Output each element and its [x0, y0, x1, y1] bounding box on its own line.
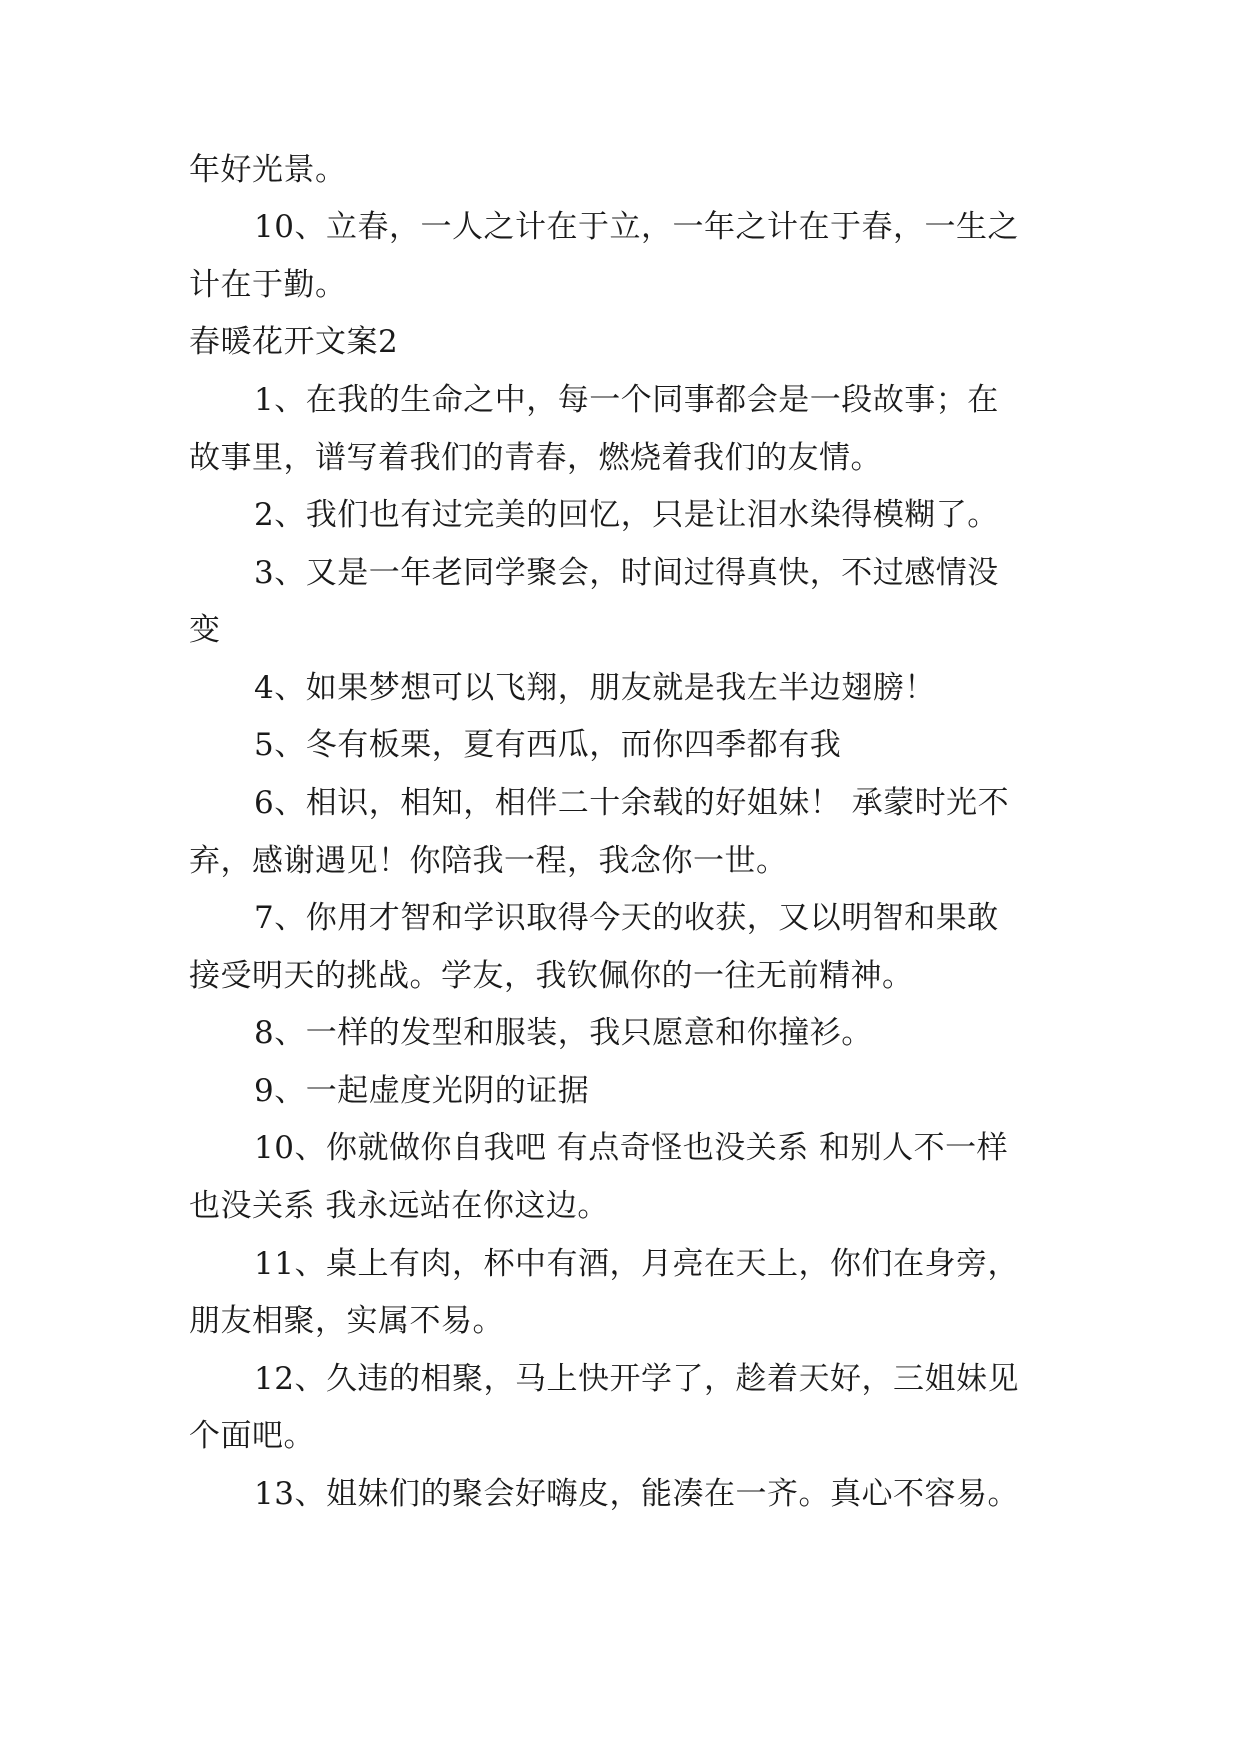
text-line: 朋友相聚，实属不易。: [189, 1303, 504, 1339]
text-line: 2、我们也有过完美的回忆，只是让泪水染得模糊了。: [254, 497, 999, 533]
text-line: 变: [189, 612, 221, 648]
text-line: 8、一样的发型和服装，我只愿意和你撞衫。: [254, 1015, 873, 1051]
text-line: 故事里，谱写着我们的青春，燃烧着我们的友情。: [189, 440, 882, 476]
text-line: 6、相识，相知，相伴二十余载的好姐妹！ 承蒙时光不: [254, 785, 1010, 821]
text-line: 5、冬有板栗，夏有西瓜，而你四季都有我: [254, 727, 842, 763]
text-line: 也没关系 我永远站在你这边。: [189, 1188, 609, 1224]
text-line: 计在于勤。: [189, 267, 347, 303]
text-line: 4、如果梦想可以飞翔，朋友就是我左半边翅膀！: [254, 670, 936, 706]
text-line: 13、姐妹们的聚会好嗨皮，能凑在一齐。真心不容易。: [254, 1476, 1019, 1512]
text-line: 9、一起虚度光阴的证据: [254, 1073, 590, 1109]
text-line: 1、在我的生命之中，每一个同事都会是一段故事；在: [254, 382, 999, 418]
section-heading: 春暖花开文案2: [189, 324, 399, 360]
text-line: 年好光景。: [189, 152, 347, 188]
text-line: 10、你就做你自我吧 有点奇怪也没关系 和别人不一样: [254, 1130, 1009, 1166]
text-line: 3、又是一年老同学聚会，时间过得真快，不过感情没: [254, 555, 999, 591]
text-line: 11、桌上有肉，杯中有酒，月亮在天上，你们在身旁，: [254, 1246, 1019, 1282]
text-line: 接受明天的挑战。学友，我钦佩你的一往无前精神。: [189, 958, 914, 994]
text-line: 12、久违的相聚，马上快开学了，趁着天好，三姐妹见: [254, 1361, 1019, 1397]
text-line: 7、你用才智和学识取得今天的收获，又以明智和果敢: [254, 900, 999, 936]
text-line: 10、立春，一人之计在于立，一年之计在于春，一生之: [254, 209, 1019, 245]
text-line: 弃，感谢遇见！你陪我一程，我念你一世。: [189, 843, 788, 879]
text-line: 个面吧。: [189, 1418, 315, 1454]
